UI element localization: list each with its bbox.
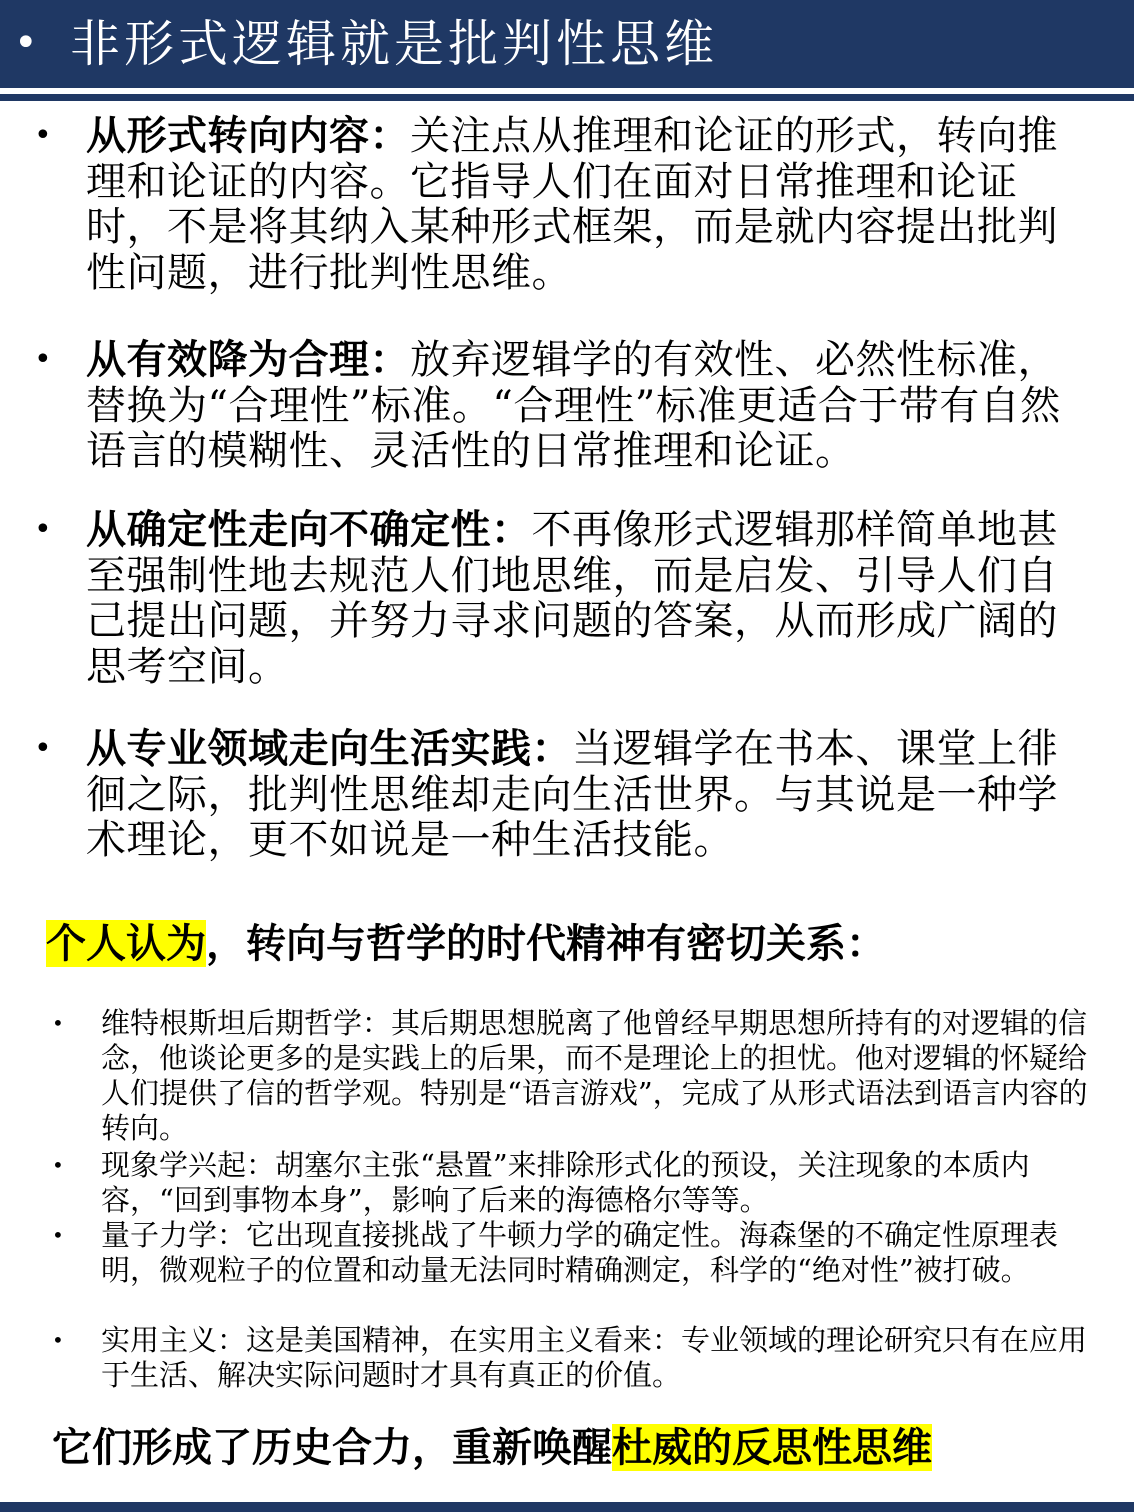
title-underline xyxy=(0,94,1134,101)
footer-bar xyxy=(0,1502,1134,1512)
bullet-icon: • xyxy=(52,1223,64,1247)
main-point-body: 不再像形式逻辑那样简单地甚至强制性地去规范人们地思维，而是启发、引导人们自己提出问题，并努力寻求问题的答案，从而形成广阔的思考空间。 xyxy=(86,507,1058,690)
main-point-term: 从确定性走向不确定性： xyxy=(86,506,532,553)
bullet-icon: • xyxy=(52,1011,64,1035)
main-point-body: 当逻辑学在书本、课堂上徘徊之际，批判性思维却走向生活世界。与其说是一种学术理论，更不如说是一种生活技能。 xyxy=(86,726,1058,863)
main-point-term: 从有效降为合理： xyxy=(86,336,410,383)
sub-point-text: 量子力学：它出现直接挑战了牛顿力学的确定性。海森堡的不确定性原理表明，微观粒子的位置和动量无法同时精确测定，科学的“绝对性”被打破。 xyxy=(101,1218,1059,1287)
main-point-body: 关注点从推理和论证的形式，转向推理和论证的内容。它指导人们在面对日常推理和论证时，不是将其纳入某种形式框架，而是就内容提出批判性问题，进行批判性思维。 xyxy=(86,113,1058,296)
slide-title: 非形式逻辑就是批判性思维 xyxy=(70,15,718,73)
bullet-icon: • xyxy=(34,731,52,766)
opinion-text: ，转向与哲学的时代精神有密切关系： xyxy=(206,920,886,967)
conclusion xyxy=(52,1422,932,1474)
sub-point-text: 实用主义：这是美国精神，在实用主义看来：专业领域的理论研究只有在应用于生活、解决实际问题时才具有真正的价值。 xyxy=(101,1323,1088,1392)
main-point-term: 从专业领域走向生活实践： xyxy=(86,725,572,772)
main-point-body: 放弃逻辑学的有效性、必然性标准，替换为“合理性”标准。“合理性”标准更适合于带有自然语言的模糊性、灵活性的日常推理和论证。 xyxy=(86,337,1061,474)
main-point-text xyxy=(86,337,1086,475)
bullet-icon: • xyxy=(34,512,52,547)
main-point-text xyxy=(86,507,1086,690)
title-bar xyxy=(0,0,1134,88)
main-point-text xyxy=(86,726,1086,864)
sub-point-text: 维特根斯坦后期哲学：其后期思想脱离了他曾经早期思想所持有的对逻辑的信念，他谈论更多的是实践上的后果，而不是理论上的担忧。他对逻辑的怀疑给人们提供了信的哲学观。特别是“语言游戏”，完成了从形式语法到语言内容的转向。 xyxy=(101,1006,1088,1145)
opinion-heading xyxy=(46,918,886,970)
bullet-icon: • xyxy=(52,1328,64,1352)
bullet-icon: • xyxy=(52,1153,64,1177)
opinion-highlight: 个人认为 xyxy=(46,920,206,967)
main-point-text xyxy=(86,113,1086,296)
conclusion-text: 它们形成了历史合力，重新唤醒 xyxy=(52,1424,612,1471)
sub-point-text: 现象学兴起：胡塞尔主张“悬置”来排除形式化的预设，关注现象的本质内容，“回到事物本身”，影响了后来的海德格尔等等。 xyxy=(101,1148,1030,1217)
conclusion-highlight: 杜威的反思性思维 xyxy=(612,1424,932,1471)
bullet-icon: • xyxy=(34,342,52,377)
title-bullet: • xyxy=(14,20,38,66)
main-point-term: 从形式转向内容： xyxy=(86,112,410,159)
bullet-icon: • xyxy=(34,118,52,153)
